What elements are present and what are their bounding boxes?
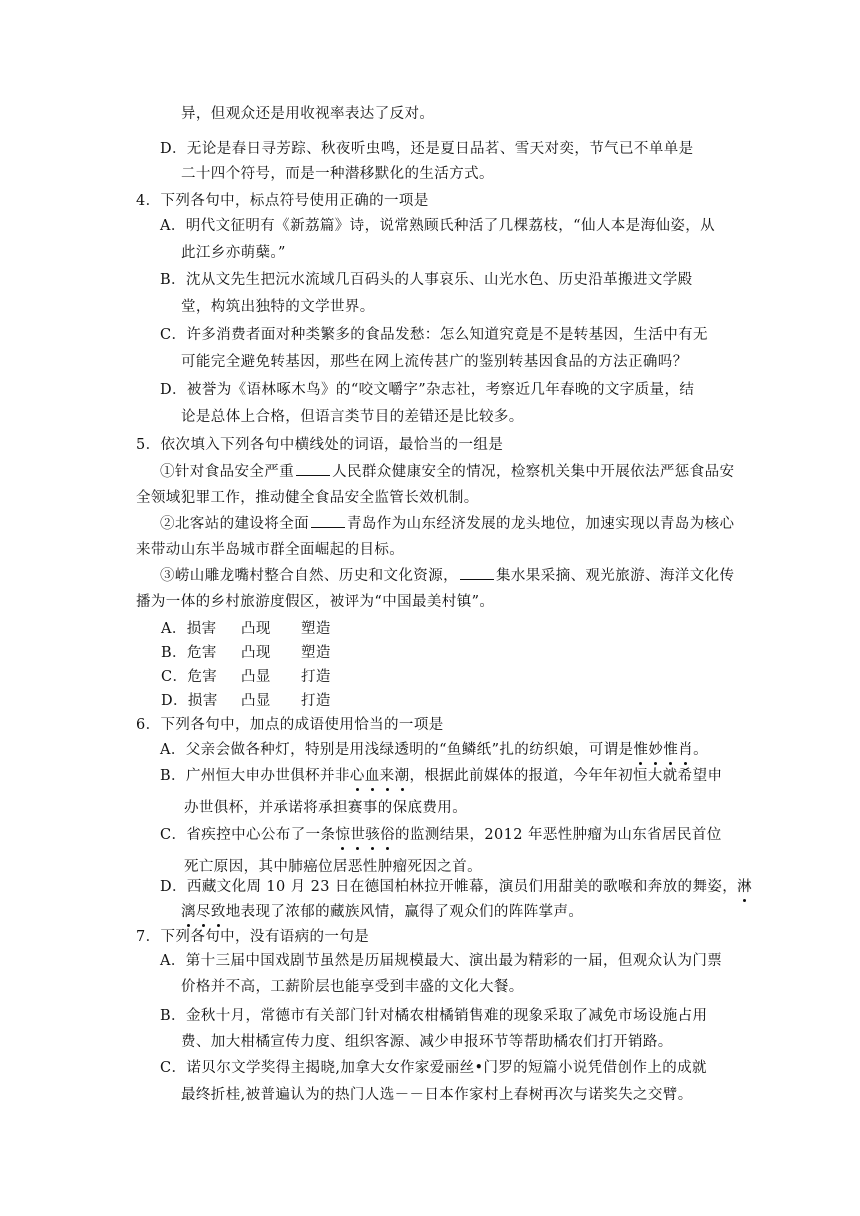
q5-choice-a-word3: 塑造: [301, 621, 331, 637]
q6-c-text-end: 的监测结果，2012 年恶性肿瘤为山东省居民首位: [395, 827, 722, 843]
q5-choice-c-word3: 打造: [301, 669, 331, 685]
question-5-stem: 5．依次填入下列各句中横线处的词语，最恰当的一组是: [136, 437, 504, 453]
q5-choice-d-word1: D．损害: [161, 693, 218, 709]
dotted-char: 俗: [380, 823, 395, 844]
q6-a-end: 。: [693, 742, 709, 758]
dotted-char: 来: [380, 764, 395, 785]
q5-choice-b: [161, 641, 361, 662]
q5-blank-2: [311, 514, 345, 528]
dotted-char: 淋: [737, 875, 752, 896]
dotted-char: 妙: [648, 738, 663, 759]
q6-c-text: C．省疾控中心公布了一条: [160, 827, 336, 843]
q6-d-text: D．西藏文化周 10 月 23 日在德国柏林拉开帷幕，演员们用甜美的歌喉和奔放的舞姿，: [160, 879, 738, 895]
q6-b-dotted-idiom: [350, 768, 410, 784]
q5-choice-d-word3: 打造: [301, 693, 331, 709]
q7-option-a-continuation: 价格并不高，工薪阶层也能享受到丰盛的文化大餐。: [181, 979, 524, 995]
q4-option-b: B．沈从文先生把沅水流域几百码头的人事哀乐、山光水色、历史沿革搬进文学殿: [160, 272, 693, 288]
q5-s1-part-b: 人民群众健康安全的情况，检察机关集中开展依法严惩食品安: [332, 464, 735, 480]
q5-choice-a: [161, 617, 361, 638]
q6-b-text: B．广州恒大申办世俱杯并非: [160, 768, 350, 784]
q7-option-b: B．金秋十月，常德市有关部门针对橘农柑橘销售难的现象采取了减免市场设施占用: [160, 1008, 708, 1024]
q6-option-c: [160, 823, 722, 844]
q6-option-c-continuation: 死亡原因，其中肺癌位居恶性肿瘤死因之首。: [184, 859, 482, 875]
q5-sentence-3-continuation: 播为一体的乡村旅游度假区，被评为“中国最美村镇”。: [136, 594, 495, 610]
q3-option-d: D．无论是春日寻芳踪、秋夜听虫鸣，还是夏日品茗、雪天对奕，节气已不单单是: [160, 141, 694, 157]
q5-s2-part-a: ②北客站的建设将全面: [160, 516, 309, 532]
q6-a-text: A．父亲会做各种灯，特别是用浅绿透明的“鱼鳞纸”扎的纺织娘，可谓是: [160, 742, 634, 758]
q7-option-b-continuation: 费、加大柑橘宣传力度、组织客源、减少申报环节等帮助橘农们打开销路。: [181, 1034, 673, 1050]
q5-choice-b-word1: B．危害: [161, 645, 217, 661]
q6-a-dotted-idiom: [634, 742, 694, 758]
q5-choice-b-word3: 塑造: [301, 645, 331, 661]
q5-sentence-3: [160, 564, 734, 585]
question-7-stem: 7．下列各句中，没有语病的一句是: [136, 929, 370, 945]
q6-d-idiom-part1: [737, 879, 752, 895]
q6-d-idiom-part2: [181, 904, 226, 920]
q5-choice-d: [161, 689, 361, 710]
q5-choice-a-word1: A．损害: [161, 621, 217, 637]
q7-option-a: A．第十三届中国戏剧节虽然是历届规模最大、演出最为精彩的一届，但观众认为门票: [160, 953, 723, 969]
q5-choice-b-word2: 凸现: [241, 645, 271, 661]
q5-choice-c: [161, 665, 361, 686]
q7-option-c: C．诺贝尔文学奖得主揭晓,加拿大女作家爱丽丝•门罗的短篇小说凭借创作上的成就: [160, 1060, 707, 1076]
question-6-stem: 6．下列各句中，加点的成语使用恰当的一项是: [136, 717, 444, 733]
dotted-char: 肖: [678, 738, 693, 759]
q5-sentence-1-continuation: 全领域犯罪工作，推动健全食品安全监管长效机制。: [136, 490, 479, 506]
q5-blank-1: [296, 462, 330, 476]
q5-s3-part-b: 集水果采摘、观光旅游、海洋文化传: [496, 568, 735, 584]
dotted-char: 惊: [335, 823, 350, 844]
dotted-char: 心: [350, 764, 365, 785]
dotted-char: 尽: [196, 900, 211, 921]
q5-s1-part-a: ①针对食品安全严重: [160, 464, 295, 480]
dotted-char: 惟: [634, 738, 649, 759]
q5-sentence-2-continuation: 来带动山东半岛城市群全面崛起的目标。: [136, 542, 405, 558]
q5-s3-part-a: ③崂山雕龙嘴村整合自然、历史和文化资源，: [160, 568, 458, 584]
dotted-char: 潮: [395, 764, 410, 785]
dotted-char: 世: [350, 823, 365, 844]
q5-choice-c-word2: 凸显: [241, 669, 271, 685]
dotted-char: 骇: [365, 823, 380, 844]
dotted-char: 漓: [181, 900, 196, 921]
q5-choice-d-word2: 凸显: [241, 693, 271, 709]
q4-option-d-continuation: 论是总体上合格，但语言类节目的差错还是比较多。: [181, 409, 524, 425]
dotted-char: 血: [365, 764, 380, 785]
q5-sentence-2: [160, 512, 734, 533]
q5-sentence-1: [160, 460, 734, 481]
q5-s2-part-b: 青岛作为山东经济发展的龙头地位，加速实现以青岛为核心: [347, 516, 735, 532]
q6-option-b-continuation: 办世俱杯，并承诺将承担赛事的保底费用。: [184, 800, 468, 816]
q4-option-a: A．明代文征明有《新荔篇》诗，说常熟顾氏种活了几棵荔枝，“仙人本是海仙姿，从: [160, 218, 716, 234]
q6-b-text-end: ，根据此前媒体的报道，今年年初恒大就希望申: [409, 768, 723, 784]
q6-d-dotted-idiom-end: [181, 904, 226, 920]
q6-a-idiom: [634, 742, 694, 758]
q6-d-text-end: 地表现了浓郁的藏族风情，赢得了观众们的阵阵掌声。: [225, 904, 584, 920]
question-4-stem: 4．下列各句中，标点符号使用正确的一项是: [136, 193, 429, 209]
q5-choice-a-word2: 凸现: [241, 621, 271, 637]
q4-option-c: C．许多消费者面对种类繁多的食品发愁：怎么知道究竟是不是转基因，生活中有无: [160, 327, 708, 343]
q6-c-idiom: [335, 827, 395, 843]
q4-option-d: D．被誉为《语林啄木鸟》的“咬文嚼字”杂志社，考察近几年春晚的文字质量，结: [160, 382, 695, 398]
q5-blank-3: [460, 566, 494, 580]
q4-option-c-continuation: 可能完全避免转基因，那些在网上流传甚广的鉴别转基因食品的方法正确吗？: [181, 354, 688, 370]
q6-b-idiom: [350, 768, 410, 784]
q4-option-a-continuation: 此江乡亦萌蘖。”: [181, 245, 286, 261]
q6-option-d-continuation: [181, 900, 583, 921]
q3-option-d-continuation: 二十四个符号，而是一种潜移默化的生活方式。: [181, 166, 494, 182]
dotted-char: 致: [211, 900, 226, 921]
q5-choice-c-word1: C．危害: [161, 669, 218, 685]
q6-c-dotted-idiom: [335, 827, 395, 843]
q6-option-d: [160, 875, 752, 896]
dotted-char: 惟: [663, 738, 678, 759]
q6-d-dotted-idiom-start: [737, 879, 752, 895]
q6-option-b: [160, 764, 722, 785]
q6-option-a: [160, 738, 708, 759]
q3-option-c-continuation: 异，但观众还是用收视率表达了反对。: [181, 106, 435, 122]
q7-option-c-continuation: 最终折桂,被普遍认为的热门人选－－日本作家村上春树再次与诺奖失之交臂。: [181, 1087, 693, 1103]
q4-option-b-continuation: 堂，构筑出独特的文学世界。: [181, 299, 375, 315]
